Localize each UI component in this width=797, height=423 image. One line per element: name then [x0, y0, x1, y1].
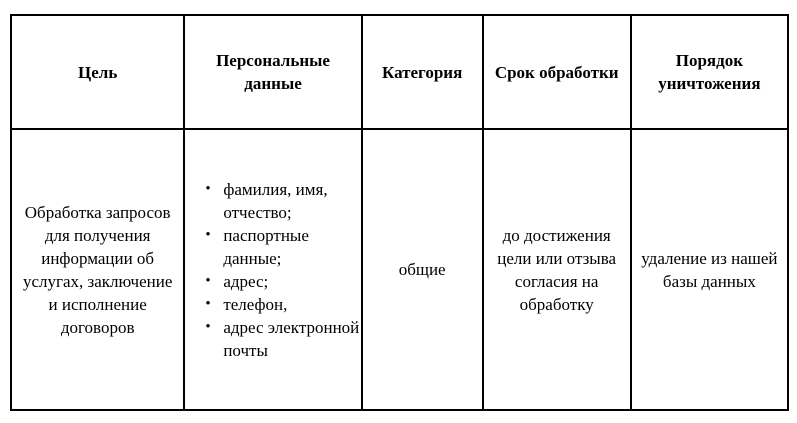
- header-category: Категория: [362, 15, 483, 129]
- header-personal-data: Персональные данные: [184, 15, 361, 129]
- cell-processing-period: до достижения цели или отзыва согласия на обработку: [483, 129, 631, 410]
- header-processing-period: Срок обработки: [483, 15, 631, 129]
- list-item: • фамилия, имя, отчество;: [207, 178, 360, 224]
- personal-data-table: [10, 14, 789, 411]
- header-destruction-procedure: Порядок уничтожения: [631, 15, 788, 129]
- list-item: • адрес;: [207, 270, 360, 293]
- cell-category: общие: [362, 129, 483, 410]
- header-row: [11, 15, 788, 129]
- header-purpose: Цель: [11, 15, 184, 129]
- cell-purpose: Обработка запросов для получения информации об услугах, заключение и исполнение договоров: [11, 129, 184, 410]
- list-item: • телефон,: [207, 293, 360, 316]
- list-item: • паспортные данные;: [207, 224, 360, 270]
- personal-data-list: [185, 178, 360, 362]
- cell-destruction-procedure: удаление из нашей базы данных: [631, 129, 788, 410]
- cell-personal-data: [184, 129, 361, 410]
- table-row: [11, 129, 788, 410]
- list-item: • адрес электронной почты: [207, 316, 360, 362]
